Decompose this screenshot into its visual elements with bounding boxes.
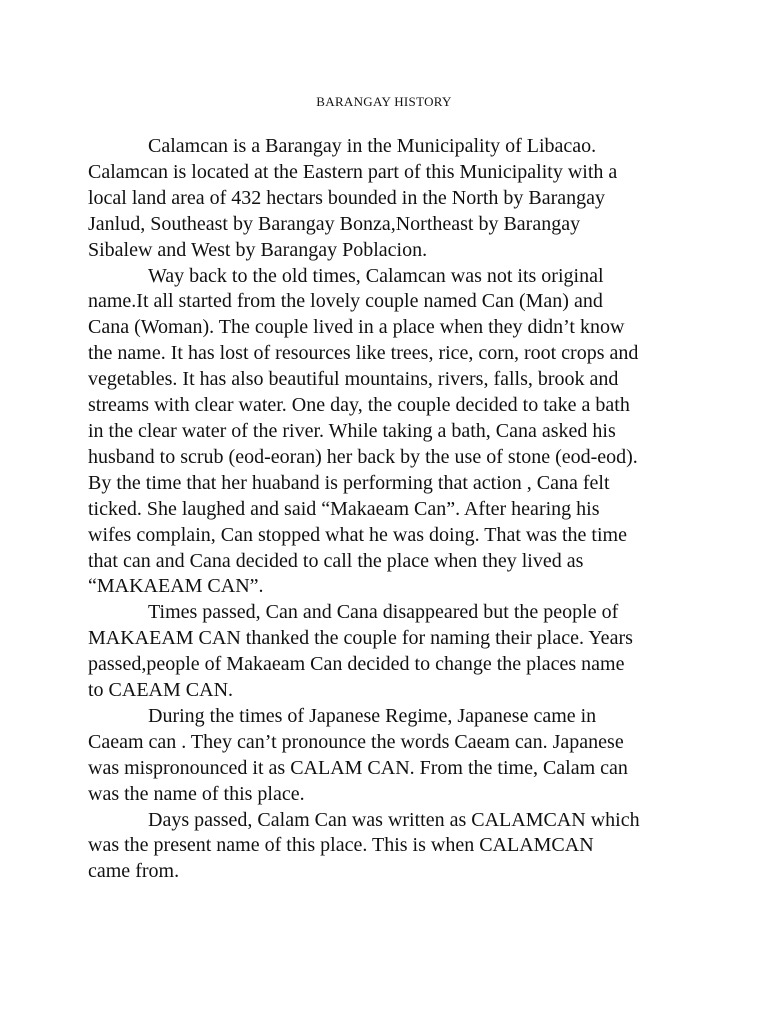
text-line: ticked. She laughed and said “Makaeam Can”. After hearing his [88,497,600,520]
text-line: local land area of 432 hectars bounded in the North by Barangay [88,186,606,209]
text-line: to CAEAM CAN. [88,679,234,702]
text-line: was mispronounced it as CALAM CAN. From the time, Calam can [88,756,628,779]
text-line: streams with clear water. One day, the couple decided to take a bath [88,394,630,417]
document-body [88,134,688,885]
paragraph-first-line: Calamcan is a Barangay in the Municipality of Libacao. [148,135,597,157]
paragraph-first-line: Days passed, Calam Can was written as CALAMCAN which [148,808,640,831]
text-line: Calamcan is located at the Eastern part of this Municipality with a [88,160,618,183]
text-line: husband to scrub (eod-eoran) her back by the use of stone (eod-eod). [88,445,638,468]
text-line: that can and Cana decided to call the place when they lived as [88,549,584,572]
text-line: passed,people of Makaeam Can decided to change the places name [88,653,625,676]
text-line: Cana (Woman). The couple lived in a place when they didn’t know [88,316,625,339]
text-line: Sibalew and West by Barangay Poblacion. [88,238,428,261]
text-line: came from. [88,860,180,883]
text-line: the name. It has lost of resources like trees, rice, corn, root crops and [88,342,639,365]
text-line: Caeam can . They can’t pronounce the words Caeam can. Japanese [88,730,624,753]
document-title: BARANGAY HISTORY [316,94,452,109]
text-line: Janlud, Southeast by Barangay Bonza,Northeast by Barangay [88,212,581,235]
text-line: “MAKAEAM CAN”. [88,575,264,598]
text-line: By the time that her huaband is performing that action , Cana felt [88,471,610,494]
text-line: vegetables. It has also beautiful mountains, rivers, falls, brook and [88,368,619,391]
text-line: was the present name of this place. This is when CALAMCAN [88,834,594,857]
paragraph-first-line: During the times of Japanese Regime, Japanese came in [148,704,597,727]
paragraph-first-line: Times passed, Can and Cana disappeared but the people of [148,601,619,624]
text-line: MAKAEAM CAN thanked the couple for naming their place. Years [88,627,633,650]
text-line: was the name of this place. [88,782,305,805]
text-line: name.It all started from the lovely couple named Can (Man) and [88,290,603,313]
paragraph-first-line: Way back to the old times, Calamcan was not its original [148,264,604,287]
text-line: wifes complain, Can stopped what he was doing. That was the time [88,523,627,546]
text-line: in the clear water of the river. While taking a bath, Cana asked his [88,419,616,442]
